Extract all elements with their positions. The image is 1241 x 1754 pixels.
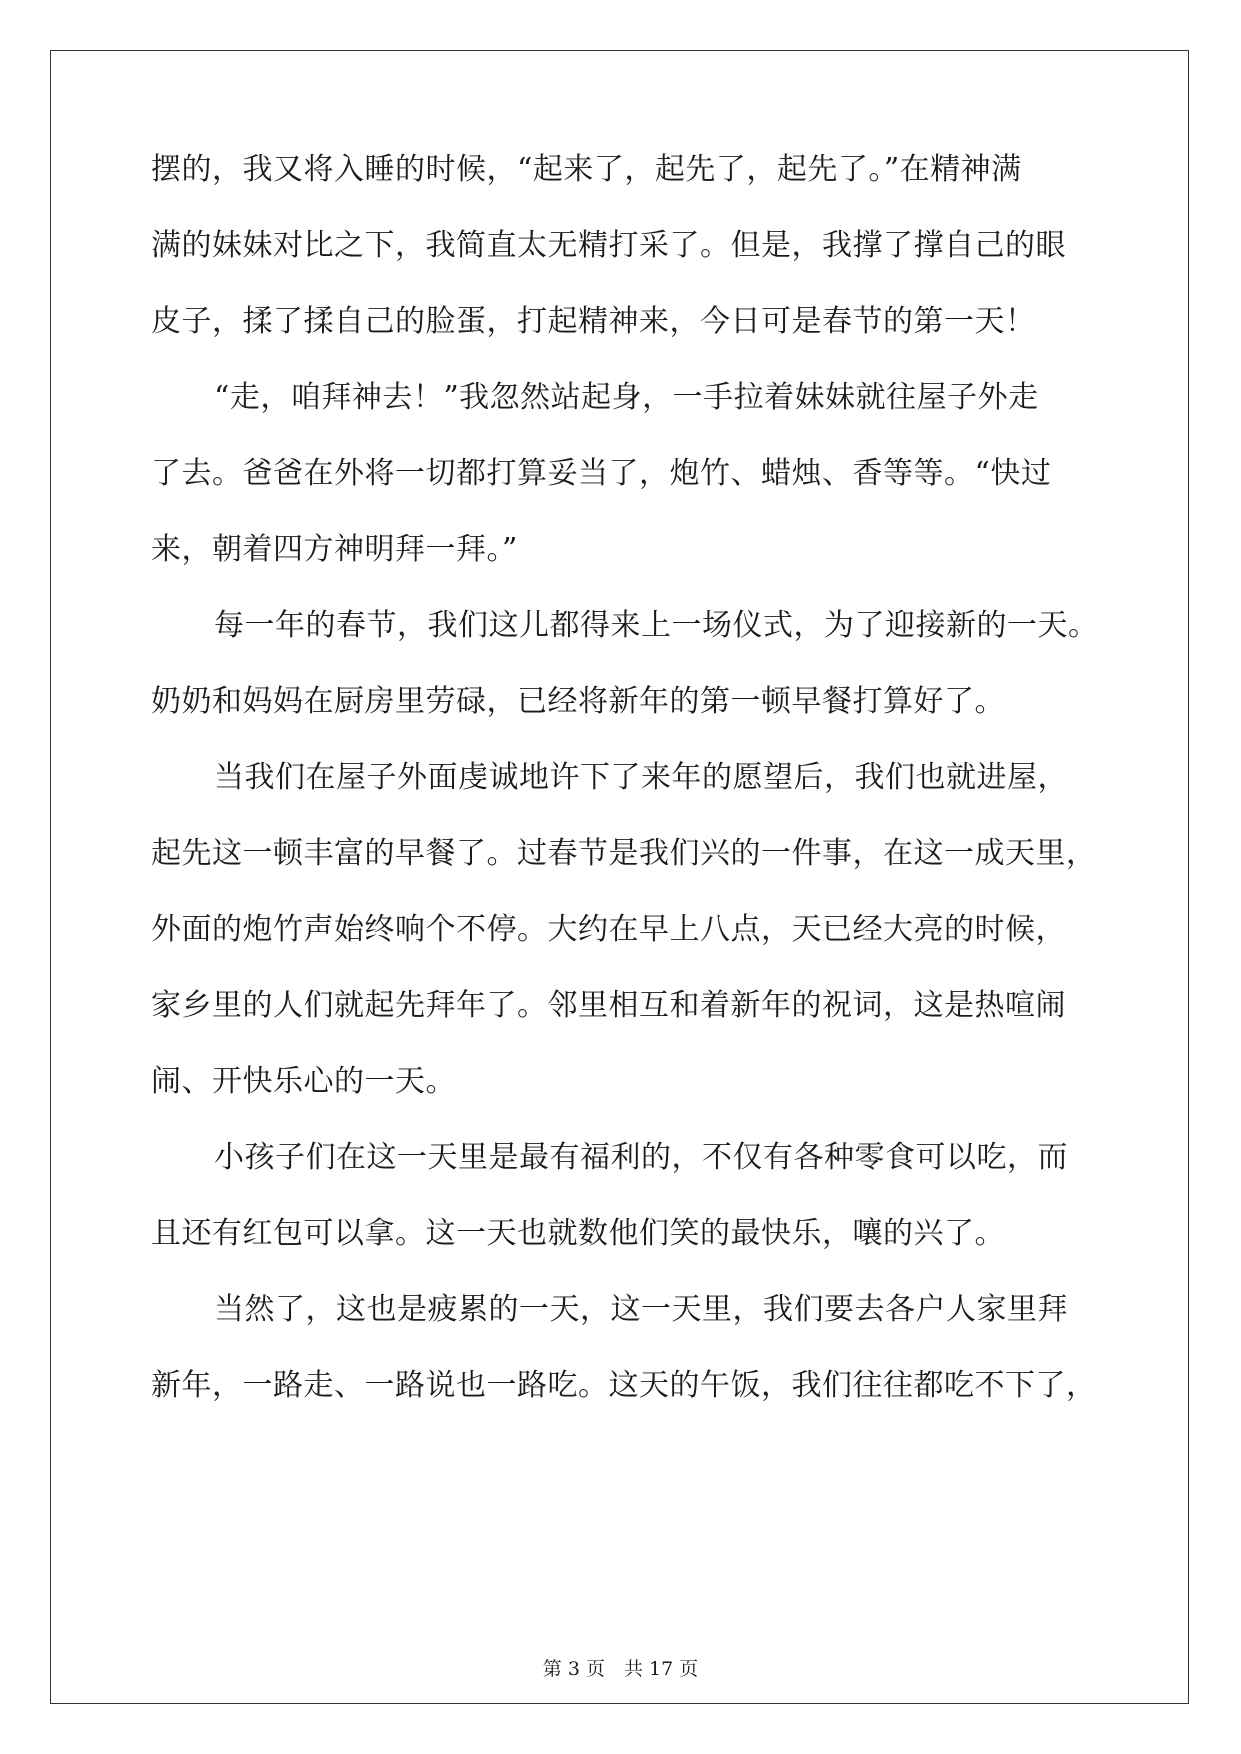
text-line-15: 且还有红包可以拿。这一天也就数他们笑的最快乐，嚷的兴了。 xyxy=(151,1216,1005,1251)
text-line-1: 摆的，我又将入睡的时候，“起来了，起先了，起先了。”在精神满 xyxy=(151,152,1022,187)
text-line-4: “走，咱拜神去！”我忽然站起身，一手拉着妹妹就往屋子外走 xyxy=(214,380,1039,415)
text-line-3: 皮子，揉了揉自己的脸蛋，打起精神来，今日可是春节的第一天！ xyxy=(151,304,1036,339)
text-line-7: 每一年的春节，我们这儿都得来上一场仪式，为了迎接新的一天。 xyxy=(214,608,1099,643)
text-line-9: 当我们在屋子外面虔诚地许下了来年的愿望后，我们也就进屋， xyxy=(214,760,1068,795)
text-line-13: 闹、开快乐心的一天。 xyxy=(151,1064,456,1099)
text-line-6: 来，朝着四方神明拜一拜。” xyxy=(151,532,518,567)
text-line-12: 家乡里的人们就起先拜年了。邻里相互和着新年的祝词，这是热喧闹 xyxy=(151,988,1066,1023)
text-line-8: 奶奶和妈妈在厨房里劳碌，已经将新年的第一顿早餐打算好了。 xyxy=(151,684,1005,719)
text-line-14: 小孩子们在这一天里是最有福利的，不仅有各种零食可以吃，而 xyxy=(214,1140,1068,1175)
text-line-2: 满的妹妹对比之下，我简直太无精打采了。但是，我撑了撑自己的眼 xyxy=(151,228,1066,263)
text-line-10: 起先这一顿丰富的早餐了。过春节是我们兴的一件事，在这一成天里， xyxy=(151,836,1097,871)
page-border xyxy=(50,50,1189,1704)
text-line-17: 新年，一路走、一路说也一路吃。这天的午饭，我们往往都吃不下了， xyxy=(151,1368,1097,1403)
page-number-footer: 第 3 页 共 17 页 xyxy=(542,1658,699,1680)
text-line-5: 了去。爸爸在外将一切都打算妥当了，炮竹、蜡烛、香等等。“快过 xyxy=(151,456,1052,491)
text-line-16: 当然了，这也是疲累的一天，这一天里，我们要去各户人家里拜 xyxy=(214,1292,1068,1327)
text-line-11: 外面的炮竹声始终响个不停。大约在早上八点，天已经大亮的时候， xyxy=(151,912,1066,947)
